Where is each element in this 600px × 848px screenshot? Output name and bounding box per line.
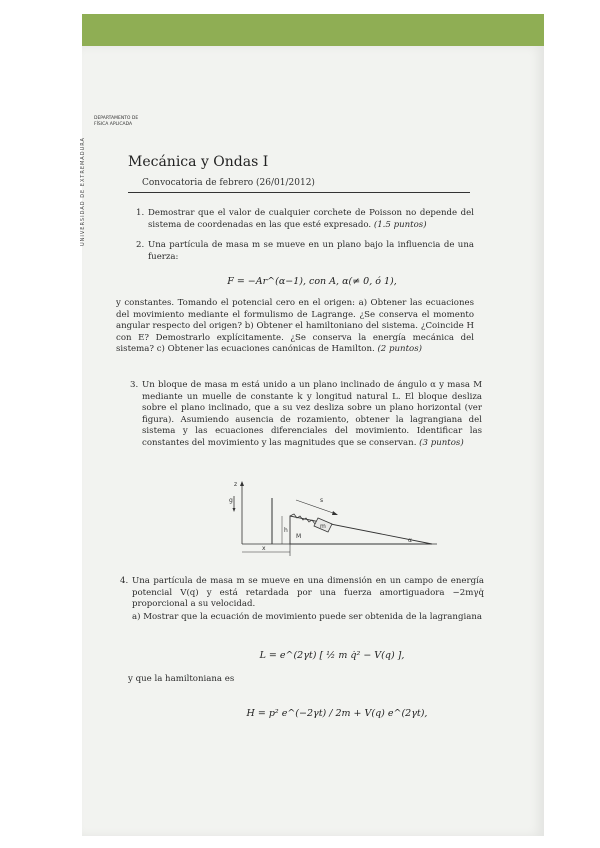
s-arrow — [296, 500, 336, 514]
problem-3 — [142, 380, 482, 450]
problem-4-text: Una partícula de masa m se mueve en una dimensión en un campo de energía potencial V(q) y está retardada por una fuerza amortiguadora −2mγq̇ proporcional a su velocidad. — [132, 576, 484, 610]
exam-date: Convocatoria de febrero (26/01/2012) — [142, 178, 315, 188]
department-name — [94, 116, 138, 128]
problem-2-intro: Una partícula de masa m se mueve en un plano bajo la influencia de una fuerza: — [148, 240, 474, 262]
hamiltonian-equation: H = p² e^(−2γt) / 2m + V(q) e^(2γt), — [246, 708, 428, 719]
label-x: x — [262, 545, 266, 552]
university-name: UNIVERSIDAD DE EXTREMADURA — [80, 137, 86, 246]
problem-1-text: Demostrar que el valor de cualquier corchete de Poisson no depende del sistema de coordenadas en las que esté expresado. — [148, 208, 474, 230]
exam-sheet — [82, 46, 544, 836]
label-h: h — [284, 527, 288, 534]
department-line-1: DEPARTAMENTO DE — [94, 116, 139, 121]
problem-1-number: 1. — [136, 208, 145, 218]
title-divider — [128, 192, 470, 193]
problem-3-points: (3 puntos) — [419, 437, 464, 448]
spring — [290, 514, 318, 524]
problem-2-equation: F = −Ar^(α−1), con A, α(≠ 0, ó 1), — [227, 276, 397, 287]
z-axis-arrow — [240, 481, 244, 486]
problem-4-part-a: a) Mostrar que la ecuación de movimiento puede ser obtenida de la lagrangiana — [132, 612, 482, 622]
problem-3-number: 3. — [130, 380, 139, 390]
label-z: z — [234, 481, 238, 488]
desk-background — [82, 14, 544, 48]
problem-2-text: y constantes. Tomando el potencial cero en el origen: a) Obtener las ecuaciones del movimiento mediante el formulismo de Lagrange. ¿Se conserva el momento angular respecto del origen? b) Obtener el hamiltoniano del sistema. ¿Coincide H con E? Demostrarlo explícitamente. ¿Se conserva la energía mecánica del sistema? c) Obtener las ecuaciones canónicas de Hamilton. — [116, 298, 474, 355]
lagrangian-equation: L = e^(2γt) [ ½ m q̇² − V(q) ], — [259, 650, 405, 661]
problem-2-number: 2. — [136, 240, 145, 250]
problem-2-body — [116, 298, 474, 356]
label-s: s — [320, 497, 324, 504]
problem-1 — [148, 208, 474, 231]
label-alpha: α — [408, 537, 412, 544]
department-line-2: FÍSICA APLICADA — [94, 122, 133, 127]
problem-3-text: Un bloque de masa m está unido a un plano inclinado de ángulo α y masa M mediante un muelle de constante k y longitud natural L. El bloque desliza sobre el plano inclinado, que a su vez desliza sobre un plano horizontal (ver figura). Asumiendo ausencia de rozamiento, obtener la lagrangiana del sistema y las ecuaciones diferenciales del movimiento. Identificar las constantes del movimiento y las magnitudes que se conservan. — [142, 380, 482, 448]
problem-4-hamiltonian-intro: y que la hamiltoniana es — [128, 674, 235, 684]
page-title: Mecánica y Ondas I — [128, 154, 269, 170]
gravity-arrowhead — [233, 508, 236, 512]
label-m: m — [320, 523, 326, 530]
s-arrowhead — [332, 511, 338, 515]
problem-1-points: (1.5 puntos) — [373, 219, 427, 230]
label-g: g — [229, 497, 233, 504]
label-M: M — [296, 533, 302, 540]
problem-4-number: 4. — [120, 576, 129, 586]
problem-2-points: (2 puntos) — [377, 344, 422, 355]
